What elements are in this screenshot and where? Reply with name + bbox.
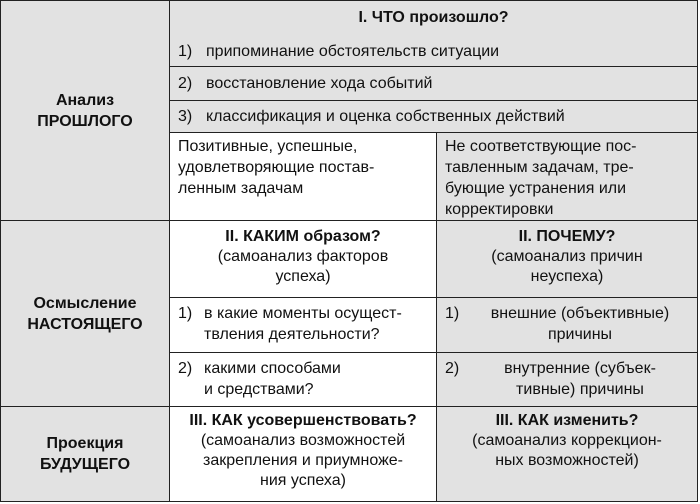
present-right-item-2 [436,352,697,406]
past-item-3 [169,100,697,132]
present-left-item-1-line2: твления деятельности? [204,326,380,343]
future-left-subtitle-3: ния успеха) [260,472,346,489]
past-item-1-num: 1) [178,43,193,60]
future-left-subtitle-1: (самоанализ возможностей [200,432,406,449]
section-future-line1: Проекция [46,435,124,452]
present-right-item-2-line1: внутренние (субъек- [504,360,656,377]
past-item-2-text: восстановление хода событий [206,75,433,92]
past-negative-line1: Не соответствующие пос- [445,138,637,155]
section-present-label [1,220,169,406]
past-positive-line2: удовлетворяющие постав- [178,159,375,176]
present-left-item-1-line1: в какие моменты осущест- [204,305,402,322]
present-left-item-2 [169,352,436,406]
section-future-line2: БУДУЩЕГО [39,456,131,473]
present-left-item-2-num: 2) [178,360,193,377]
present-right-subtitle-1: (самоанализ причин [491,248,643,265]
past-item-2 [169,66,697,100]
past-item-1 [169,40,697,66]
present-left-title: II. КАКИМ образом? [225,228,381,245]
present-left-item-1-num: 1) [178,305,193,322]
past-item-3-num: 3) [178,108,193,125]
section-past-line2: ПРОШЛОГО [37,112,133,130]
section-future-label [1,406,169,501]
present-right-item-1-line1: внешние (объективные) [490,305,670,322]
past-title-text: I. ЧТО произошло? [358,9,509,26]
past-negative-line3: бующие устранения или [445,180,627,197]
present-right-title: II. ПОЧЕМУ? [518,228,616,245]
present-right-subtitle-2: неуспеха) [530,268,604,285]
past-item-3-text: классификация и оценка собственных действий [206,108,565,125]
present-right-item-2-line2: тивные) причины [516,381,644,398]
future-right-subtitle-2: ных возможностей) [495,452,639,469]
present-right-item-1 [436,297,697,352]
past-positive-line1: Позитивные, успешные, [178,138,358,155]
section-present-line2: НАСТОЯЩЕГО [27,315,143,333]
present-right-item-1-line2: причины [547,326,613,343]
present-right-header [436,220,697,297]
present-left-item-2-line2: и средствами? [204,381,314,398]
section-past-label [1,1,169,220]
past-negative-line4: корректировки [445,201,554,218]
future-left [169,406,436,501]
present-left-subtitle-1: (самоанализ факторов [217,248,389,265]
future-right-title: III. КАК изменить? [495,412,639,429]
future-left-title: III. КАК усовершенствовать? [189,412,417,429]
future-left-subtitle-2: закрепления и приумноже- [203,452,403,469]
past-item-2-num: 2) [178,75,193,92]
present-left-item-1 [169,297,436,352]
past-item-1-text: припоминание обстоятельств ситуации [206,43,500,60]
past-title [169,1,697,40]
present-right-item-2-num: 2) [445,360,460,377]
section-past-line1: Анализ [55,91,115,109]
past-negative [436,132,697,220]
past-negative-line2: тавленным задачам, тре- [445,159,634,176]
present-left-item-2-line1: какими способами [204,360,341,377]
section-present-line1: Осмысление [33,294,137,312]
future-right [436,406,697,501]
future-right-subtitle-1: (самоанализ коррекцион- [472,432,662,449]
past-positive [169,132,436,220]
present-left-subtitle-2: успеха) [275,268,331,285]
past-positive-line3: ленным задачам [178,180,304,197]
present-left-header [169,220,436,297]
present-right-item-1-num: 1) [445,305,460,322]
